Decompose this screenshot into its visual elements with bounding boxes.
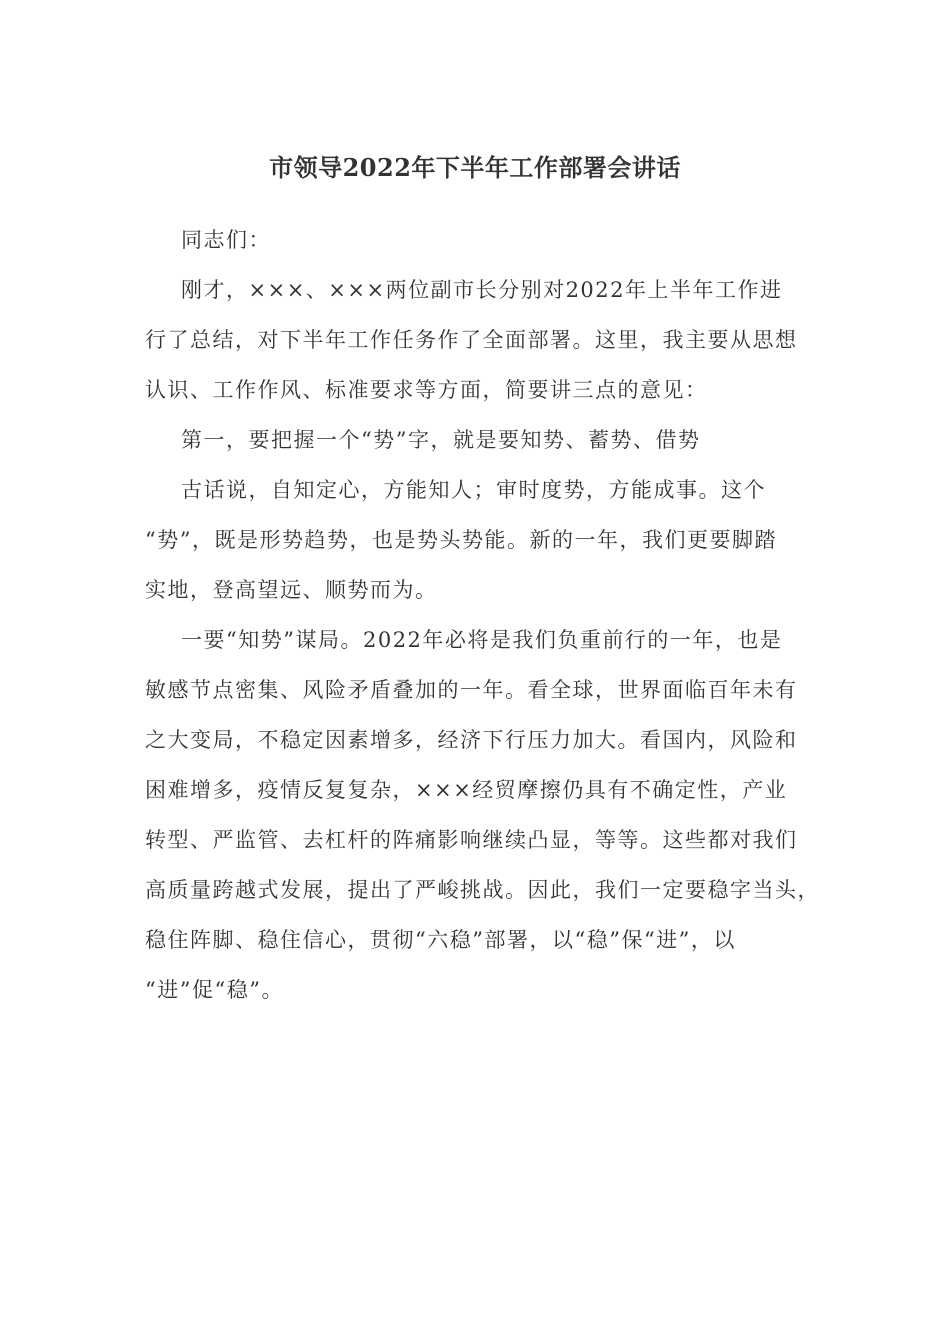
salutation xyxy=(145,215,805,265)
paragraph-zhishi xyxy=(145,615,820,1015)
text-line: 古话说，自知定心，方能知人；审时度势，方能成事。这个 xyxy=(181,478,766,502)
text-line: 高质量跨越式发展，提出了严峻挑战。因此，我们一定要稳字当头， xyxy=(145,878,820,902)
text-line: 认识、工作作风、标准要求等方面，简要讲三点的意见： xyxy=(145,378,708,402)
text-line: 第一，要把握一个“势”字，就是要知势、蓄势、借势 xyxy=(181,428,701,452)
text-line: 之大变局，不稳定因素增多，经济下行压力加大。看国内，风险和 xyxy=(145,728,798,752)
text-line: 行了总结，对下半年工作任务作了全面部署。这里，我主要从思想 xyxy=(145,328,798,352)
document-body xyxy=(145,215,820,1015)
text-line: 一要“知势”谋局。2022年必将是我们负重前行的一年，也是 xyxy=(181,628,783,652)
text-line: “势”，既是形势趋势，也是势头势能。新的一年，我们更要脚踏 xyxy=(145,528,777,552)
text-line: 转型、严监管、去杠杆的阵痛影响继续凸显，等等。这些都对我们 xyxy=(145,828,798,852)
paragraph-opening xyxy=(145,265,805,415)
paragraph-shi xyxy=(145,465,805,615)
section-heading-first xyxy=(145,415,805,465)
text-line: 实地，登高望远、顺势而为。 xyxy=(145,578,438,602)
text-line: 敏感节点密集、风险矛盾叠加的一年。看全球，世界面临百年未有 xyxy=(145,678,798,702)
text-line: 稳住阵脚、稳住信心，贯彻“六稳”部署，以“稳”保“进”，以 xyxy=(145,928,736,952)
text-line: 刚才，×××、×××两位副市长分别对2022年上半年工作进 xyxy=(181,278,783,302)
document-title: 市领导2022年下半年工作部署会讲话 xyxy=(269,153,681,182)
text-line: 困难增多，疫情反复复杂，×××经贸摩擦仍具有不确定性，产业 xyxy=(145,778,788,802)
text-line: “进”促“稳”。 xyxy=(145,978,284,1002)
text-line: 同志们： xyxy=(181,228,271,252)
